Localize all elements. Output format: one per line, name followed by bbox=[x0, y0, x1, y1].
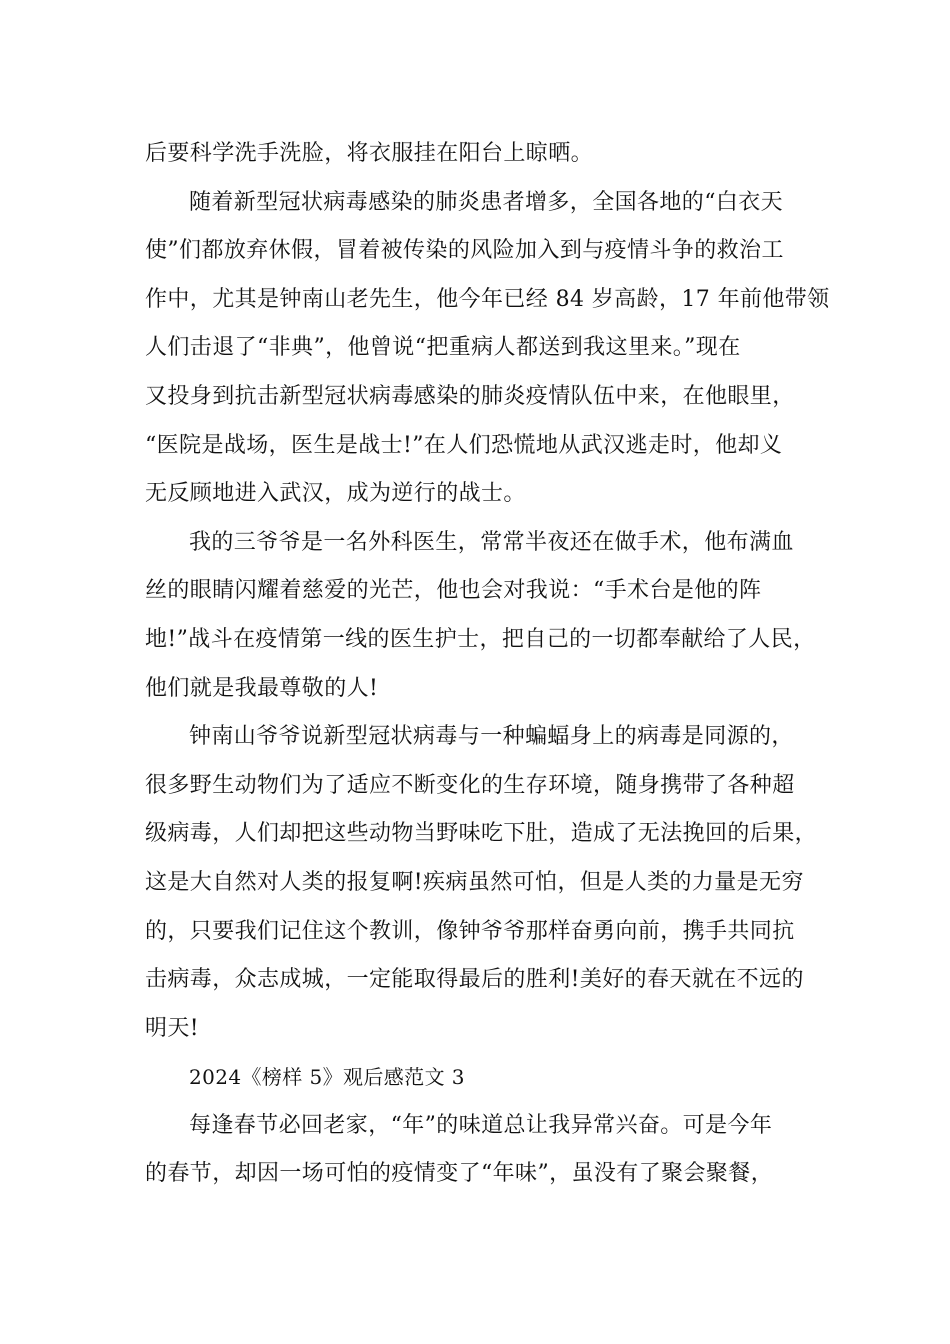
text-line: 丝的眼睛闪耀着慈爱的光芒，他也会对我说：“手术台是他的阵 bbox=[145, 578, 762, 604]
text-line: 的春节，却因一场可怕的疫情变了“年味”，虽没有了聚会聚餐， bbox=[145, 1161, 774, 1187]
paragraph-first-line: 钟南山爷爷说新型冠状病毒与一种蝙蝠身上的病毒是同源的， bbox=[189, 724, 794, 750]
text-line: 地!”战斗在疫情第一线的医生护士，把自己的一切都奉献给了人民， bbox=[145, 626, 816, 652]
text-line: 级病毒，人们却把这些动物当野味吃下肚，造成了无法挽回的后果， bbox=[145, 821, 818, 847]
section-heading: 2024《榜样 5》观后感范文 3 bbox=[189, 1065, 465, 1090]
text-line: 明天! bbox=[145, 1015, 200, 1041]
text-line: 击病毒，众志成城，一定能取得最后的胜利!美好的春天就在不远的 bbox=[145, 967, 804, 993]
text-line: “医院是战场，医生是战士!”在人们恐慌地从武汉逃走时，他却义 bbox=[145, 432, 783, 458]
paragraph-first-line: 我的三爷爷是一名外科医生，常常半夜还在做手术，他布满血 bbox=[189, 529, 794, 555]
text-line: 作中，尤其是钟南山老先生，他今年已经 84 岁高龄，17 年前他带领 bbox=[145, 286, 830, 312]
paragraph-first-line: 每逢春节必回老家，“年”的味道总让我异常兴奋。可是今年 bbox=[189, 1112, 773, 1138]
paragraph-first-line: 随着新型冠状病毒感染的肺炎患者增多，全国各地的“白衣天 bbox=[189, 189, 784, 215]
text-line: 无反顾地进入武汉，成为逆行的战士。 bbox=[145, 481, 526, 507]
text-line: 这是大自然对人类的报复啊!疾病虽然可怕，但是人类的力量是无穷 bbox=[145, 869, 804, 895]
text-line: 很多野生动物们为了适应不断变化的生存环境，随身携带了各种超 bbox=[145, 772, 795, 798]
text-line: 使”们都放弃休假，冒着被传染的风险加入到与疫情斗争的救治工 bbox=[145, 238, 784, 264]
text-line: 的，只要我们记住这个教训，像钟爷爷那样奋勇向前，携手共同抗 bbox=[145, 918, 795, 944]
text-line: 人们击退了“非典”，他曾说“把重病人都送到我这里来。”现在 bbox=[145, 335, 741, 361]
text-line: 他们就是我最尊敬的人! bbox=[145, 675, 379, 701]
text-line: 后要科学洗手洗脸，将衣服挂在阳台上晾晒。 bbox=[145, 141, 594, 166]
document-body bbox=[145, 130, 830, 1199]
text-line: 又投身到抗击新型冠状病毒感染的肺炎疫情队伍中来，在他眼里， bbox=[145, 383, 795, 409]
